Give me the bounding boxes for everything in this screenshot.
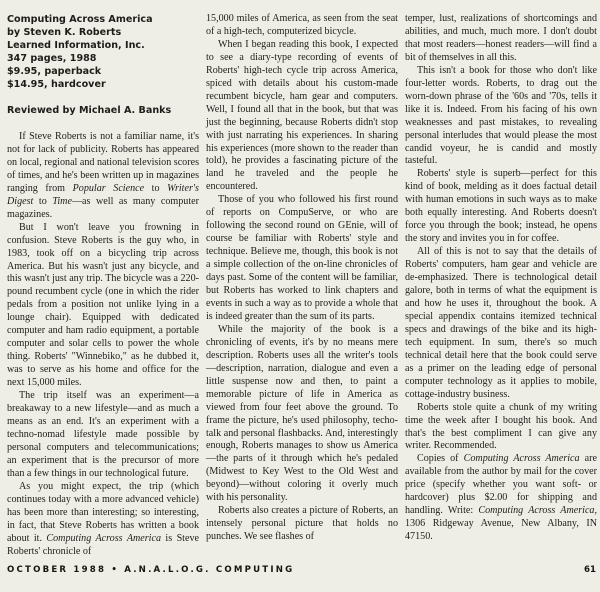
paragraph: This isn't a book for those who don't like four-letter words. Roberts, to drag out the worn-down phrase of the '60s and '70s, tells it like it is. Indeed. From his facing of his own weaknesses and past mistakes, to revealing personal interludes that would please the most candid voyeur, he is candid and mostly tasteful. [405,64,597,167]
book-title: Computing Across America [7,14,153,25]
paragraph: The trip itself was an experiment—a breakaway to a new lifestyle—and as much a means as an end. It's an experiment with a techno-nomad lifestyle made possible by personal computers and telecommunications; an experiment that is the precursor of more than a few things in our technological future. [7,390,199,479]
paragraph: Copies of Computing Across America are available from the author by mail for the cover price (specify whether you want soft- or hardcover) plus $2.00 for shipping and handling. Write: Computing Across America, 1306 Ridgeway Avenue, New Albany, IN 47150. [405,453,597,543]
paragraph: While the majority of the book is a chronicling of events, it's by no means mere description. Roberts uses all the writer's tools—description, narration, dialogue and even a little suspense now and then, to paint a memorable picture of life in America as viewed from four feet above the ground. To frame the picture, he's used philosophy, techo-talk and personal flashbacks. And, interestingly enough, Roberts manages to show us America—the parts of it through which he's pedaled (Midwest to Key West to the Old West and beyond)—without coloring it overly much with his personality. [206,323,398,504]
paragraph: Roberts stole quite a chunk of my writing time the week after I bought his book. And that's the best compliment I can give any writer. Recommended. [405,401,597,452]
paragraph: Roberts also creates a picture of Roberts, an intensely personal picture that holds no punches. We see flashes of [206,505,398,543]
column-1 [7,8,199,558]
paragraph: If Steve Roberts is not a familiar name, it's not for lack of publicity. Roberts has appeared on local, regional and national television scores of times, and he's been written up in magazines ranging from Popular Science to Writer's Digest to Time—as well as many computer magazines. [7,131,200,220]
book-pages-year: 347 pages, 1988 [7,53,97,64]
paragraph: But I won't leave you frowning in confusion. Steve Roberts is the guy who, in 1983, took off on a bicycling trip across America. But his wasn't just any bicycle, and this wasn't just any trip. The bicycle was a 220-pound recumbent cycle (one in which the rider pedals from a position not unlike lying in a lounge chair). Equipped with dedicated computer and ham radio equipment, a portable computer and solar cells to power the whole thing. Roberts' "Winnebiko," as he dubbed it, was to serve as his home and office for the next 15,000 miles. [7,221,199,389]
book-publisher: Learned Information, Inc. [7,40,145,51]
paragraph: Roberts' style is superb—perfect for this kind of book, melding as it does factual detail with human emotions in such ways as to make both equally interesting. And Roberts doesn't force you through the book; instead, he opens the story and invites you in for coffee. [405,168,597,245]
page-number: 61 [584,565,596,575]
page-footer-issue: OCTOBER 1988 • A.N.A.L.O.G. COMPUTING [7,565,295,575]
reviewer-byline: Reviewed by Michael A. Banks [7,105,172,116]
paragraph-continued: temper, lust, realizations of shortcomings and abilities, and much, much more. I don't doubt that most readers—honest readers—will find a bit of themselves in all this. [405,13,597,63]
paragraph: As you might expect, the trip (which continues today with a more advanced vehicle) has been more than interesting; so interesting, in fact, that Steve Roberts has written a book about it. Computing Across America is Steve Roberts' chronicle of [7,480,199,557]
paragraph: All of this is not to say that the details of Roberts' computers, ham gear and vehicle are de-emphasized. There is technological detail galore, both in terms of what the equipment is and how he uses it, throughout the book. A special appendix contains itemized technical specs and drawings of the bike and its high-tech equipment. In sum, there's so much technical detail here that the book could serve as a primer on the leading edge of personal computer technology as it applies to mobile, cottage-industry business. [405,246,597,400]
book-price-paperback: $9.95, paperback [7,66,102,77]
column-2 [206,13,398,544]
paragraph: Those of you who followed his first round of reports on CompuServe, or who are following the second round on GEnie, will of course be familiar with Roberts' style and technique. Believe me, though, this book is not a simple collection of the on-line chronicles of days past. Some of the content will be familiar, but Roberts has worked to link chapters and events in such a way as to provide a whole that is indeed greater than the sum of its parts. [206,194,398,322]
book-price-hardcover: $14.95, hardcover [7,79,106,90]
paragraph-continued: 15,000 miles of America, as seen from the seat of a high-tech, computerized bicycle. [206,13,398,37]
paragraph: When I began reading this book, I expected to see a diary-type recording of events of Roberts' high-tech cycle trip across America, spiced with details about his custom-made recumbent bicycle, ham gear and computers. Well, I found all that in the book, but that was just the beginning, because Roberts didn't stop with just narrating his experiences. In sharing his experiences (more shown to the reader than told), he provides a fascinating picture of the land he traveled and the people he encountered. [206,38,398,193]
column-3 [405,13,597,544]
book-info [7,13,199,91]
book-author: by Steven K. Roberts [7,27,122,38]
